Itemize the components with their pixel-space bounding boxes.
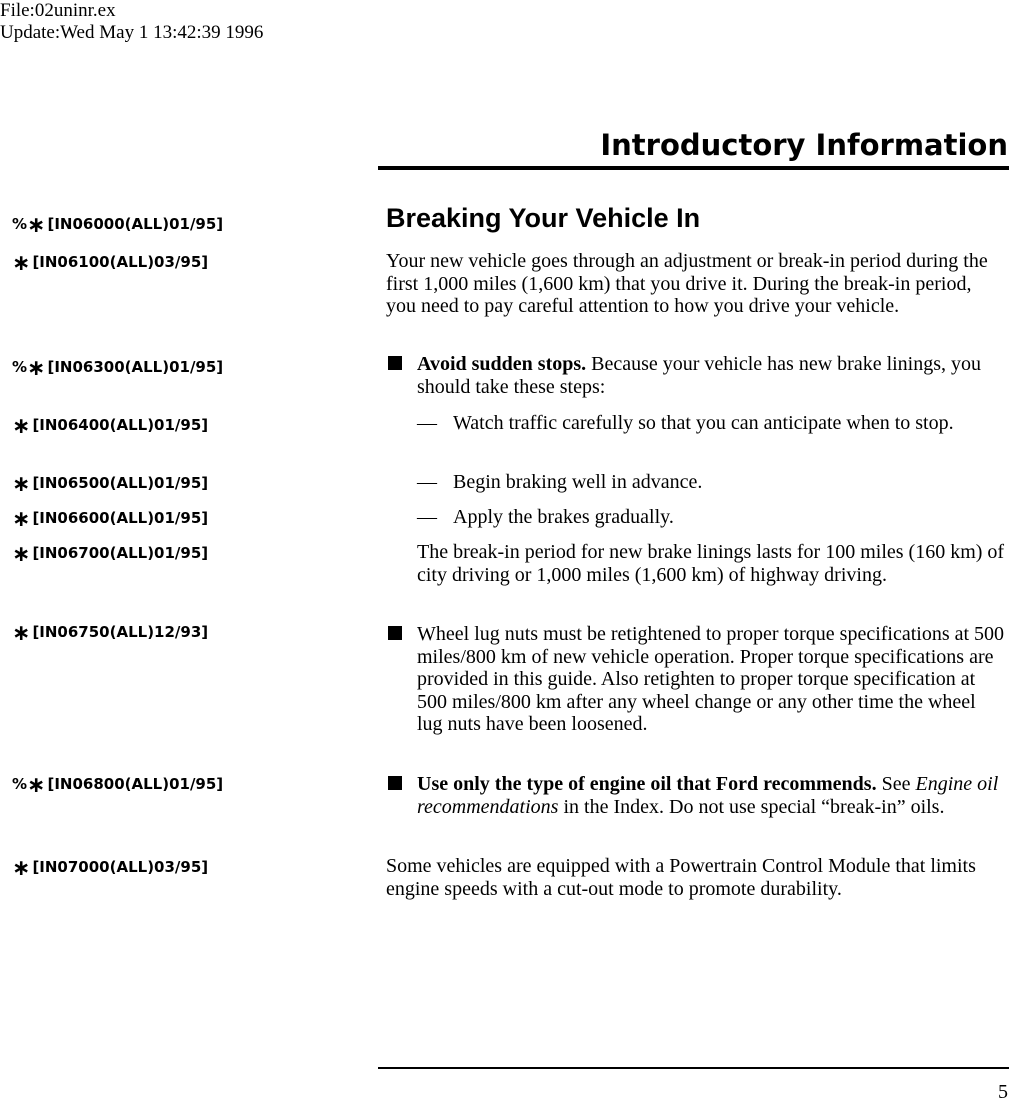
asterisk-icon: ∗: [12, 507, 31, 532]
code-label: ∗ [IN06750(ALL)12/93]: [12, 621, 209, 646]
square-bullet-icon: [388, 776, 402, 790]
code-label: ∗ [IN06400(ALL)01/95]: [12, 414, 209, 439]
code-label: ∗ [IN07000(ALL)03/95]: [12, 856, 209, 881]
header-rule: [378, 166, 1009, 170]
dash-bullet: —: [417, 471, 437, 493]
page-number: 5: [998, 1081, 1008, 1103]
asterisk-icon: ∗: [12, 621, 31, 646]
list-item: Watch traffic carefully so that you can anticipate when to stop.: [453, 412, 954, 434]
asterisk-icon: ∗: [27, 213, 46, 238]
asterisk-icon: ∗: [12, 542, 31, 567]
section-heading: Breaking Your Vehicle In: [386, 203, 701, 233]
breakin-period-paragraph: The break-in period for new brake linings lasts for 100 miles (160 km) of city driving or 1,000 miles (1,600 km) of highway driving.: [417, 541, 1005, 586]
code-label: ∗ [IN06700(ALL)01/95]: [12, 542, 209, 567]
lug-nuts-paragraph: Wheel lug nuts must be retightened to proper torque specifications at 500 miles/800 km of new vehicle operation. Proper torque specifications are provided in this guide. Also retighten to proper torque specification at 500 miles/800 km after any wheel change or any other time the wheel lug nuts have been loosened.: [417, 623, 1005, 735]
file-name: File:02uninr.ex: [0, 0, 116, 21]
list-item: Begin braking well in advance.: [453, 471, 703, 493]
square-bullet-icon: [388, 626, 402, 640]
asterisk-icon: ∗: [27, 356, 46, 381]
asterisk-icon: ∗: [12, 414, 31, 439]
intro-paragraph: Your new vehicle goes through an adjustment or break-in period during the first 1,000 miles (1,600 km) that you drive it. During the break-in period, you need to pay careful attention to how you drive your vehicle.: [386, 250, 988, 317]
code-label: %∗ [IN06300(ALL)01/95]: [12, 356, 224, 381]
dash-bullet: —: [417, 506, 437, 528]
update-timestamp: Update:Wed May 1 13:42:39 1996: [0, 22, 264, 43]
code-label: ∗ [IN06500(ALL)01/95]: [12, 472, 209, 497]
asterisk-icon: ∗: [12, 856, 31, 881]
list-item: Apply the brakes gradually.: [453, 506, 674, 528]
asterisk-icon: ∗: [12, 251, 31, 276]
section-title: Introductory Information: [600, 128, 1008, 162]
file-info: [0, 0, 263, 44]
square-bullet-icon: [388, 356, 402, 370]
asterisk-icon: ∗: [12, 472, 31, 497]
avoid-stops-paragraph: Avoid sudden stops. Because your vehicle has new brake linings, you should take these steps:: [417, 353, 982, 398]
engine-oil-paragraph: Use only the type of engine oil that Ford recommends. See Engine oil recommendations in the Index. Do not use special “break-in” oils.: [417, 773, 999, 818]
asterisk-icon: ∗: [27, 773, 46, 798]
code-label: ∗ [IN06600(ALL)01/95]: [12, 507, 209, 532]
code-label: %∗ [IN06000(ALL)01/95]: [12, 213, 224, 238]
dash-bullet: —: [417, 412, 437, 434]
code-label: %∗ [IN06800(ALL)01/95]: [12, 773, 224, 798]
code-label: ∗ [IN06100(ALL)03/95]: [12, 251, 209, 276]
footer-rule: [378, 1067, 1009, 1069]
pcm-paragraph: Some vehicles are equipped with a Powertrain Control Module that limits engine speeds with a cut-out mode to promote durability.: [386, 855, 976, 900]
